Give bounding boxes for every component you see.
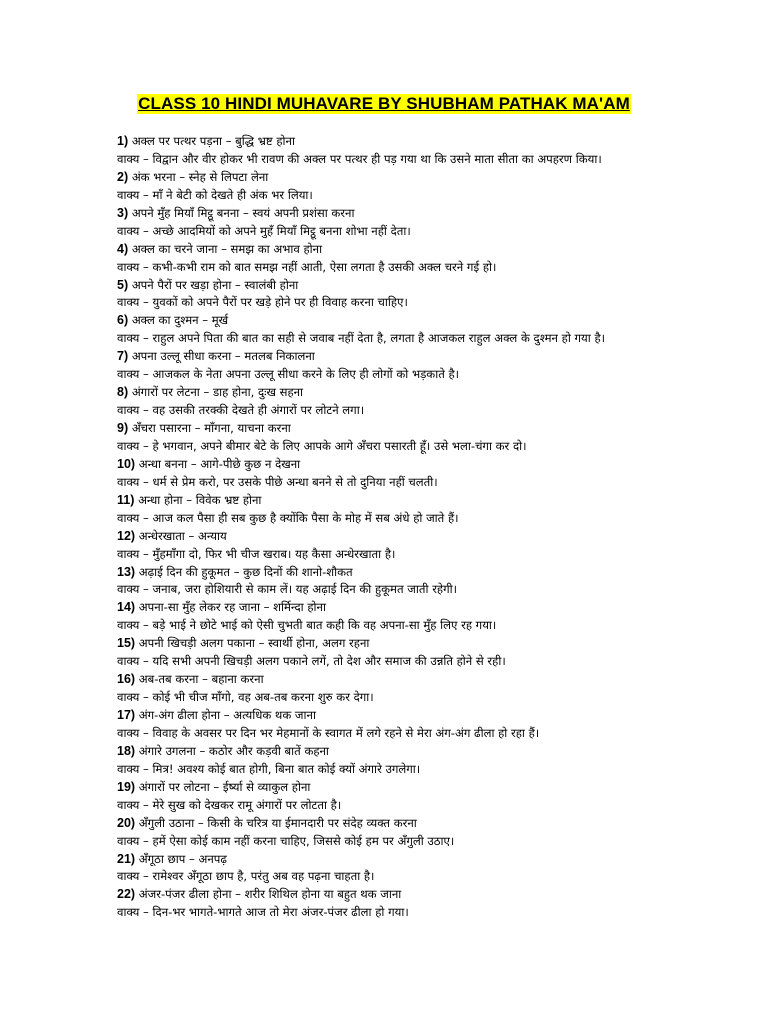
page-title: CLASS 10 HINDI MUHAVARE BY SHUBHAM PATHAK MA'AM bbox=[138, 94, 630, 113]
idiom-line bbox=[117, 671, 762, 689]
idiom-entry bbox=[117, 886, 762, 922]
idiom-line bbox=[117, 205, 762, 223]
entry-number: 10) bbox=[117, 456, 136, 471]
idiom-entry bbox=[117, 528, 762, 564]
idiom-text: अंगारे उगलना – कठोर और कड़वी बातें कहना bbox=[138, 743, 329, 758]
entry-number: 4) bbox=[117, 241, 129, 256]
idiom-text: अक्ल पर पत्थर पड़ना – बुद्धि भ्रष्ट होना bbox=[131, 134, 295, 148]
idiom-entry bbox=[117, 492, 762, 528]
idiom-line bbox=[117, 241, 762, 259]
idiom-entry bbox=[117, 851, 762, 887]
idiom-line bbox=[117, 635, 762, 653]
idiom-text: अढ़ाई दिन की हुकूमत – कुछ दिनों की शानो-शौकत bbox=[138, 564, 353, 579]
entry-number: 8) bbox=[117, 385, 129, 400]
idiom-line bbox=[117, 312, 762, 330]
example-sentence: वाक्य – कभी-कभी राम को बात समझ नहीं आती, ऐसा लगता है उसकी अक्ल चरने गई हो। bbox=[117, 259, 497, 274]
idiom-entry bbox=[117, 599, 762, 635]
idiom-entry bbox=[117, 312, 762, 348]
entry-number: 5) bbox=[117, 277, 129, 292]
idiom-line bbox=[117, 851, 762, 869]
entry-number: 12) bbox=[117, 528, 136, 543]
idiom-text: अंक भरना – स्नेह से लिपटा लेना bbox=[131, 169, 269, 184]
entry-number: 6) bbox=[117, 313, 129, 328]
example-sentence: वाक्य – कोई भी चीज माँगो, वह अब-तब करना शुरु कर देगा। bbox=[117, 690, 374, 705]
idiom-entry bbox=[117, 456, 762, 492]
idiom-line bbox=[117, 815, 762, 833]
entry-number: 3) bbox=[117, 205, 129, 220]
entry-number: 14) bbox=[117, 600, 136, 615]
idiom-text: अँगूठा छाप – अनपढ़ bbox=[138, 851, 227, 866]
idiom-text: अब-तब करना – बहाना करना bbox=[138, 672, 264, 687]
idiom-entry bbox=[117, 671, 762, 707]
idiom-text: अपना-सा मुँह लेकर रह जाना – शर्मिन्दा होना bbox=[138, 600, 326, 615]
entry-number: 11) bbox=[117, 492, 135, 507]
idiom-text: अन्धा होना – विवेक भ्रष्ट होना bbox=[138, 492, 262, 507]
idiom-text: अपना उल्लू सीधा करना – मतलब निकालना bbox=[131, 349, 315, 364]
idiom-line bbox=[117, 599, 762, 617]
idiom-text: अंगारों पर लोटना – ईर्ष्या से व्याकुल होना bbox=[138, 779, 311, 794]
idiom-text: अन्धेरखाता – अन्याय bbox=[138, 528, 227, 543]
entry-number: 16) bbox=[117, 672, 136, 687]
title-wrapper bbox=[0, 94, 768, 114]
idiom-text: अंगारों पर लेटना – डाह होना, दुःख सहना bbox=[131, 385, 304, 400]
idiom-entry bbox=[117, 779, 762, 815]
idiom-text: अपनी खिचड़ी अलग पकाना – स्वार्थी होना, अलग रहना bbox=[138, 636, 370, 651]
example-sentence: वाक्य – बड़े भाई ने छोटे भाई को ऐसी चुभती बात कही कि वह अपना-सा मुँह लिए रह गया। bbox=[117, 618, 497, 633]
example-sentence: वाक्य – हे भगवान, अपने बीमार बेटे के लिए आपके आगे अँचरा पसारती हूँ। उसे भला-चंगा कर दो। bbox=[117, 438, 527, 453]
idiom-line bbox=[117, 492, 762, 510]
idiom-text: अपने पैरों पर खड़ा होना – स्वालंबी होना bbox=[131, 277, 299, 292]
idiom-line bbox=[117, 348, 762, 366]
idiom-entry bbox=[117, 635, 762, 671]
idiom-text: अंजर-पंजर ढीला होना – शरीर शिथिल होना या बहुत थक जाना bbox=[138, 887, 402, 902]
entry-number: 22) bbox=[117, 887, 136, 902]
idiom-entry bbox=[117, 743, 762, 779]
idiom-entry bbox=[117, 564, 762, 600]
idiom-text: अन्धा बनना – आगे-पीछे कुछ न देखना bbox=[138, 456, 301, 471]
entry-number: 18) bbox=[117, 743, 136, 758]
idiom-line bbox=[117, 384, 762, 402]
example-sentence: वाक्य – हमें ऐसा कोई काम नहीं करना चाहिए, जिससे कोई हम पर अँगुली उठाए। bbox=[117, 833, 455, 848]
example-sentence: वाक्य – राहुल अपने पिता की बात का सही से जवाब नहीं देता है, लगता है आजकल राहुल अक्ल के दुश्मन हो गया है। bbox=[117, 331, 606, 346]
idiom-line bbox=[117, 169, 762, 187]
idiom-line bbox=[117, 564, 762, 582]
idiom-line bbox=[117, 277, 762, 295]
idiom-line bbox=[117, 707, 762, 725]
idiom-line bbox=[117, 420, 762, 438]
example-sentence: वाक्य – मित्र! अवश्य कोई बात होगी, बिना बात कोई क्यों अंगारे उगलेगा। bbox=[117, 761, 421, 776]
example-sentence: वाक्य – विवाह के अवसर पर दिन भर मेहमानों के स्वागत में लगे रहने से मेरा अंग-अंग ढीला हो रहा हैं। bbox=[117, 725, 540, 740]
entry-number: 21) bbox=[117, 851, 136, 866]
idiom-text: अँगुली उठाना – किसी के चरित्र या ईमानदारी पर संदेह व्यक्त करना bbox=[138, 815, 417, 830]
idiom-text: अपने मुँह मियाँ मिट्ठू बनना – स्वयं अपनी प्रशंसा करना bbox=[131, 205, 355, 220]
example-sentence: वाक्य – जनाब, जरा होशियारी से काम लें। यह अढ़ाई दिन की हुकूमत जाती रहेगी। bbox=[117, 582, 458, 597]
idiom-list bbox=[117, 133, 762, 922]
entry-number: 17) bbox=[117, 708, 136, 722]
entry-number: 15) bbox=[117, 636, 136, 651]
idiom-line bbox=[117, 528, 762, 546]
idiom-entry bbox=[117, 384, 762, 420]
example-sentence: वाक्य – माँ ने बेटी को देखते ही अंक भर लिया। bbox=[117, 187, 313, 202]
idiom-text: अक्ल का दुश्मन – मूर्ख bbox=[131, 313, 229, 328]
idiom-line bbox=[117, 886, 762, 904]
example-sentence: वाक्य – वह उसकी तरक्की देखते ही अंगारों पर लोटने लगा। bbox=[117, 403, 365, 418]
example-sentence: वाक्य – धर्म से प्रेम करो, पर उसके पीछे अन्धा बनने से तो दुनिया नहीं चलती। bbox=[117, 474, 438, 489]
example-sentence: वाक्य – यदि सभी अपनी खिचड़ी अलग पकाने लगें, तो देश और समाज की उन्नति होने से रही। bbox=[117, 654, 506, 669]
idiom-entry bbox=[117, 348, 762, 384]
entry-number: 7) bbox=[117, 349, 129, 364]
example-sentence: वाक्य – रामेश्वर अँगूठा छाप है, परंतु अब वह पढ़ना चाहता है। bbox=[117, 869, 375, 884]
entry-number: 13) bbox=[117, 564, 136, 579]
entry-number: 20) bbox=[117, 815, 136, 830]
example-sentence: वाक्य – अच्छे आदमियों को अपने मुहँ मियाँ मिट्ठू बनना शोभा नहीं देता। bbox=[117, 223, 411, 238]
idiom-line bbox=[117, 456, 762, 474]
idiom-entry bbox=[117, 169, 762, 205]
idiom-line bbox=[117, 779, 762, 797]
entry-number: 2) bbox=[117, 169, 129, 184]
idiom-entry bbox=[117, 241, 762, 277]
example-sentence: वाक्य – आज कल पैसा ही सब कुछ है क्योंकि पैसा के मोह में सब अंधे हो जाते हैं। bbox=[117, 510, 459, 525]
idiom-entry bbox=[117, 707, 762, 743]
entry-number: 9) bbox=[117, 421, 129, 435]
idiom-entry bbox=[117, 815, 762, 851]
idiom-entry bbox=[117, 133, 762, 169]
example-sentence: वाक्य – विद्वान और वीर होकर भी रावण की अक्ल पर पत्थर ही पड़ गया था कि उसने माता सीता का अपहरण किया। bbox=[117, 151, 602, 166]
entry-number: 19) bbox=[117, 779, 136, 794]
idiom-entry bbox=[117, 205, 762, 241]
idiom-line bbox=[117, 743, 762, 761]
entry-number: 1) bbox=[117, 134, 129, 148]
idiom-text: अक्ल का चरने जाना – समझ का अभाव होना bbox=[131, 241, 323, 256]
idiom-entry bbox=[117, 420, 762, 456]
example-sentence: वाक्य – दिन-भर भागते-भागते आज तो मेरा अंजर-पंजर ढीला हो गया। bbox=[117, 905, 409, 920]
idiom-entry bbox=[117, 277, 762, 313]
idiom-text: अंग-अंग ढीला होना – अत्यधिक थक जाना bbox=[138, 708, 316, 722]
example-sentence: वाक्य – मुँहमाँगा दो, फिर भी चीज खराब। यह कैसा अन्धेरखाता है। bbox=[117, 546, 396, 561]
idiom-line bbox=[117, 133, 762, 151]
example-sentence: वाक्य – युवकों को अपने पैरों पर खड़े होने पर ही विवाह करना चाहिए। bbox=[117, 295, 408, 310]
example-sentence: वाक्य – आजकल के नेता अपना उल्लू सीधा करने के लिए ही लोगों को भड़काते है। bbox=[117, 367, 460, 382]
idiom-text: अँचरा पसारना – माँगना, याचना करना bbox=[131, 421, 291, 435]
example-sentence: वाक्य – मेरे सुख को देखकर रामू अंगारों पर लोटता है। bbox=[117, 797, 342, 812]
